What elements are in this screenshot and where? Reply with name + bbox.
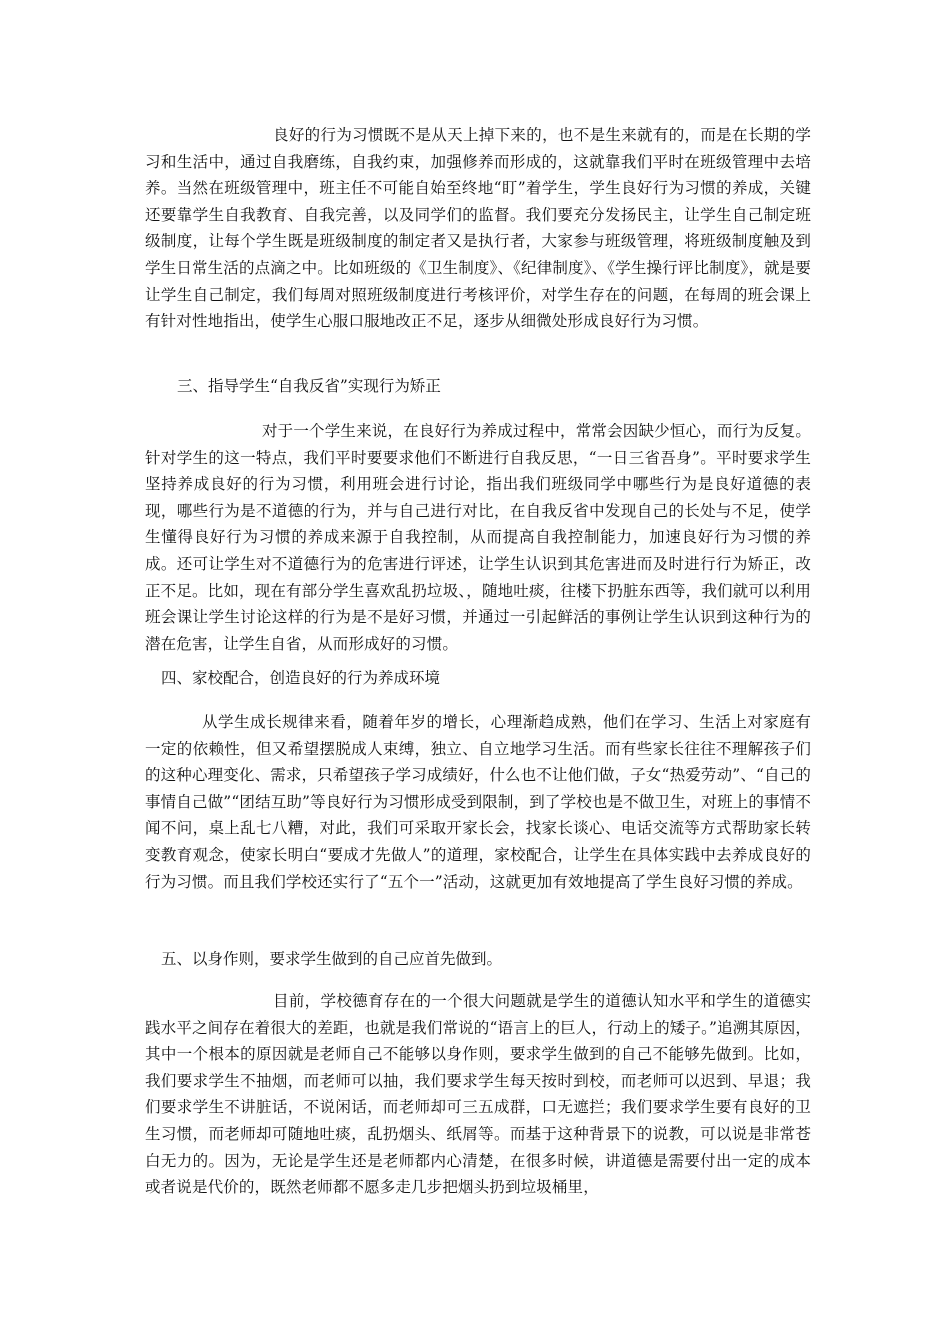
section-heading-five: 五、以身作则，要求学生做到的自己应首先做到。 (161, 950, 503, 968)
paragraph-self-reflection: 对于一个学生来说，在良好行为养成过程中，常常会因缺少恒心，而行为反复。针对学生的这一特点，我们平时要要求他们不断进行自我反思，“一日三省吾身”。平时要求学生坚持养成良好的行为习惯，利用班会进行讨论，指出我们班级同学中哪些行为是良好道德的表现，哪些行为是不道德的行为，并与自己进行对比，在自我反省中发现自己的长处与不足，使学生懂得良好行为习惯的养成来源于自我控制，从而提高自我控制能力，加速良好行为习惯的养成。还可让学生对不道德行为的危害进行评述，让学生认识到其危害进而及时进行行为矫正，改正不足。比如，现在有部分学生喜欢乱扔垃圾、，随地吐痰，往楼下扔脏东西等，我们就可以利用班会课让学生讨论这样的行为是不是好习惯，并通过一引起鲜活的事例让学生认识到这种行为的潜在危害，让学生自省，从而形成好的习惯。 (145, 422, 811, 653)
paragraph-home-school: 从学生成长规律来看，随着年岁的增长，心理渐趋成熟，他们在学习、生活上对家庭有一定的依赖性，但又希望摆脱成人束缚，独立、自立地学习生活。而有些家长往往不理解孩子们的这种心理变化、需求，只希望孩子学习成绩好，什么也不让他们做，子女“热爱劳动”、“自己的事情自己做”“团结互助”等良好行为习惯形成受到限制，到了学校也是不做卫生，对班上的事情不闻不问，桌上乱七八糟，对此，我们可采取开家长会，找家长谈心、电话交流等方式帮助家长转变教育观念，使家长明白“要成才先做人”的道理，家校配合，让学生在具体实践中去养成良好的行为习惯。而且我们学校还实行了“五个一”活动，这就更加有效地提高了学生良好习惯的养成。 (145, 713, 812, 891)
section-heading-three: 三、指导学生“自我反省”实现行为矫正 (177, 377, 441, 395)
paragraph-behavior-habits: 良好的行为习惯既不是从天上掉下来的，也不是生来就有的，而是在长期的学习和生活中，通过自我磨练，自我约束，加强修养而形成的，这就靠我们平时在班级管理中去培养。当然在班级管理中，班主任不可能自始至终地“盯”着学生，学生良好行为习惯的养成，关键还要靠学生自我教育、自我完善，以及同学们的监督。我们要充分发扬民主，让学生自己制定班级制度，让每个学生既是班级制度的制定者又是执行者，大家参与班级管理，将班级制度触及到学生日常生活的点滴之中。比如班级的《卫生制度》、《纪律制度》、《学生操行评比制度》，就是要让学生自己制定，我们每周对照班级制度进行考核评价，对学生存在的问题，在每周的班会课上有针对性地指出，使学生心服口服地改正不足，逐步从细微处形成良好行为习惯。 (145, 126, 811, 331)
section-heading-four: 四、家校配合，创造良好的行为养成环境 (161, 669, 441, 687)
paragraph-lead-by-example: 目前，学校德育存在的一个很大问题就是学生的道德认知水平和学生的道德实践水平之间存在着很大的差距，也就是我们常说的“语言上的巨人，行动上的矮子。”追溯其原因，其中一个根本的原因就是老师自己不能够以身作则，要求学生做到的自己不能够先做到。比如，我们要求学生不抽烟，而老师可以抽，我们要求学生每天按时到校，而老师可以迟到、早退；我们要求学生不讲脏话，不说闲话，而老师却可三五成群，口无遮拦；我们要求学生要有良好的卫生习惯，而老师却可随地吐痰，乱扔烟头、纸屑等。而基于这种背景下的说教，可以说是非常苍白无力的。因为，无论是学生还是老师都内心清楚，在很多时候，讲道德是需要付出一定的成本或者说是代价的，既然老师都不愿多走几步把烟头扔到垃圾桶里， (145, 992, 811, 1197)
